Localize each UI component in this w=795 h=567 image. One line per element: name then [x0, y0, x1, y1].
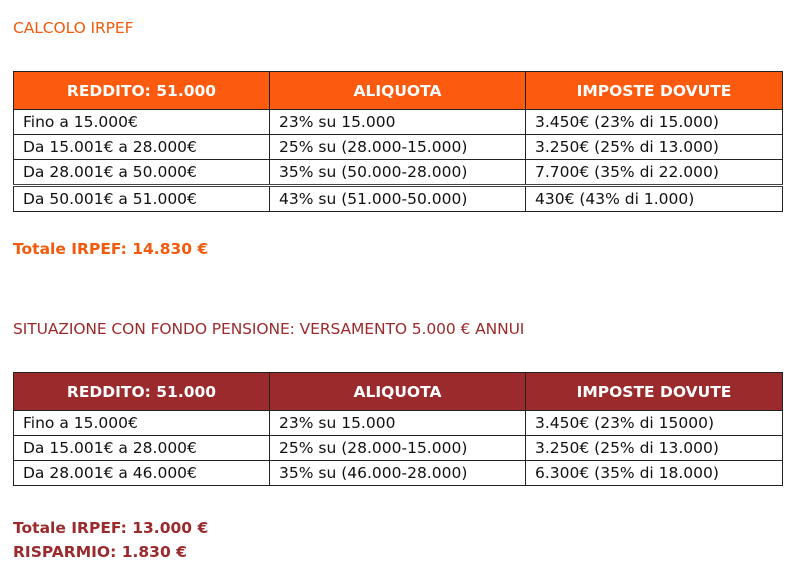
total-irpef: Totale IRPEF: 14.830 € [13, 240, 209, 258]
cell-aliquota: 43% su (51.000-50.000) [270, 186, 526, 212]
table-row [14, 436, 783, 461]
cell-reddito: Da 15.001€ a 28.000€ [14, 135, 270, 160]
cell-imposte: 7.700€ (35% di 22.000) [526, 160, 783, 186]
total-irpef-fondo: Totale IRPEF: 13.000 € [13, 519, 209, 537]
header-imposte-dovute: IMPOSTE DOVUTE [526, 72, 783, 110]
irpef-table [13, 71, 783, 212]
section-title-irpef: CALCOLO IRPEF [13, 19, 134, 37]
header-reddito: REDDITO: 51.000 [14, 72, 270, 110]
table-row [14, 186, 783, 212]
cell-reddito: Fino a 15.000€ [14, 110, 270, 135]
cell-aliquota: 23% su 15.000 [270, 110, 526, 135]
cell-imposte: 3.250€ (25% di 13.000) [526, 436, 783, 461]
header-imposte-dovute: IMPOSTE DOVUTE [526, 373, 783, 411]
cell-imposte: 6.300€ (35% di 18.000) [526, 461, 783, 486]
cell-aliquota: 35% su (50.000-28.000) [270, 160, 526, 186]
cell-aliquota: 35% su (46.000-28.000) [270, 461, 526, 486]
cell-reddito: Da 15.001€ a 28.000€ [14, 436, 270, 461]
table-row [14, 461, 783, 486]
header-reddito: REDDITO: 51.000 [14, 373, 270, 411]
risparmio: RISPARMIO: 1.830 € [13, 543, 187, 561]
table-header-row [14, 373, 783, 411]
fondo-pensione-table [13, 372, 783, 486]
header-aliquota: ALIQUOTA [270, 373, 526, 411]
cell-imposte: 3.450€ (23% di 15.000) [526, 110, 783, 135]
cell-aliquota: 25% su (28.000-15.000) [270, 436, 526, 461]
table-row [14, 110, 783, 135]
table-row [14, 160, 783, 186]
cell-reddito: Da 28.001€ a 50.000€ [14, 160, 270, 186]
cell-reddito: Fino a 15.000€ [14, 411, 270, 436]
section-title-fondo-pensione: SITUAZIONE CON FONDO PENSIONE: VERSAMENTO 5.000 € ANNUI [13, 320, 525, 338]
cell-reddito: Da 50.001€ a 51.000€ [14, 186, 270, 212]
cell-imposte: 3.250€ (25% di 13.000) [526, 135, 783, 160]
cell-aliquota: 23% su 15.000 [270, 411, 526, 436]
cell-reddito: Da 28.001€ a 46.000€ [14, 461, 270, 486]
cell-aliquota: 25% su (28.000-15.000) [270, 135, 526, 160]
cell-imposte: 3.450€ (23% di 15000) [526, 411, 783, 436]
table-row [14, 135, 783, 160]
header-aliquota: ALIQUOTA [270, 72, 526, 110]
table-header-row [14, 72, 783, 110]
table-row [14, 411, 783, 436]
cell-imposte: 430€ (43% di 1.000) [526, 186, 783, 212]
